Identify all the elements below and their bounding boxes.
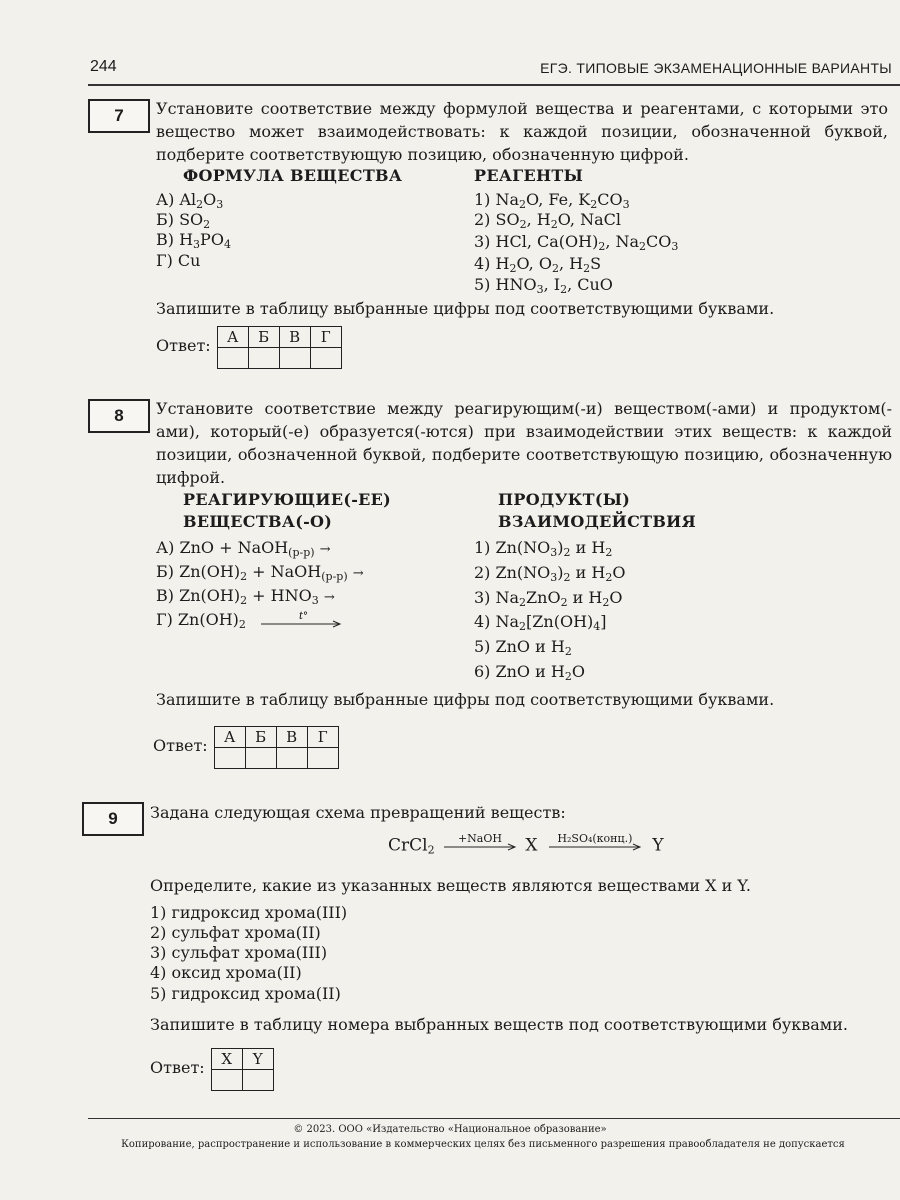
task-8-answer-table — [214, 726, 339, 769]
heat-arrow-icon — [259, 611, 345, 631]
answer-cell-x[interactable] — [211, 1070, 242, 1091]
answer-cell-y[interactable] — [242, 1070, 273, 1091]
task-8-reactant-b: Б) $Zn(OH)_2$ + NaOH$_{(р-р)}$ → — [156, 562, 364, 583]
answer-cell-b[interactable] — [245, 748, 276, 769]
running-title: ЕГЭ. ТИПОВЫЕ ЭКЗАМЕНАЦИОННЫЕ ВАРИАНТЫ — [540, 60, 892, 76]
header-rule — [88, 84, 900, 86]
footer-rule — [88, 1118, 900, 1119]
task-7-reagent-3: 3) HCl, $Ca(OH)_2$, $Na_2CO_3$ — [474, 232, 679, 253]
task-7-instruction: Запишите в таблицу выбранные цифры под соответствующими буквами. — [156, 299, 775, 318]
answer-cell-a[interactable] — [217, 348, 248, 369]
task-7-formula-b: Б) $SO_2$ — [156, 210, 211, 231]
arrow-right-icon — [442, 835, 518, 857]
task-9-option-2: 2) сульфат хрома(II) — [150, 923, 321, 942]
task-9-question: Задана следующая схема превращений веществ: — [150, 803, 566, 822]
answer-header-v: В — [279, 327, 310, 348]
answer-header-g: Г — [307, 727, 338, 748]
answer-header-b: Б — [248, 327, 279, 348]
task-8-left-heading-1: РЕАГИРУЮЩИЕ(-ЕЕ) — [183, 490, 392, 509]
task-7-answer-label: Ответ: — [156, 336, 211, 355]
scheme-arrow-1-label: +NaOH — [457, 832, 502, 845]
answer-cell-a[interactable] — [214, 748, 245, 769]
task-9-answer-label: Ответ: — [150, 1058, 205, 1077]
task-7-formula-a: А) $Al_2O_3$ — [156, 190, 224, 211]
footer-copyright: © 2023. ООО «Издательство «Национальное образование» — [293, 1124, 607, 1135]
task-8-product-3: 3) $Na_2ZnO_2$ и $H_2O$ — [474, 588, 623, 609]
task-8-reactant-a: А) ZnO + NaOH$_{(р-р)}$ → — [156, 538, 331, 559]
answer-header-b: Б — [245, 727, 276, 748]
task-8-product-4: 4) $Na_2[Zn(OH)_4]$ — [474, 612, 607, 633]
task-8-number: 8 — [88, 399, 150, 433]
task-9-answer-table — [211, 1048, 274, 1091]
task-9-answer-block — [150, 1048, 274, 1091]
task-7-number: 7 — [88, 99, 150, 133]
scheme-start-sub: 2 — [427, 843, 435, 857]
answer-cell-g[interactable] — [307, 748, 338, 769]
task-7-left-heading: ФОРМУЛА ВЕЩЕСТВА — [183, 166, 403, 185]
task-7-right-heading: РЕАГЕНТЫ — [474, 166, 584, 185]
task-8-answer-label: Ответ: — [153, 736, 208, 755]
task-8-product-1: 1) $Zn(NO_3)_2$ и $H_2$ — [474, 538, 613, 559]
scheme-arrow-1 — [442, 832, 518, 857]
footer-notice: Копирование, распространение и использование в коммерческих целях без письменного разрешения правообладателя не допускается — [121, 1139, 845, 1150]
task-7-answer-table — [217, 326, 342, 369]
scheme-mid: X — [525, 835, 538, 856]
task-8-right-heading-1: ПРОДУКТ(Ы) — [498, 490, 631, 509]
answer-cell-v[interactable] — [276, 748, 307, 769]
answer-header-a: А — [217, 327, 248, 348]
answer-cell-v[interactable] — [279, 348, 310, 369]
task-7-formula-g: Г) Cu — [156, 251, 201, 270]
task-7-reagent-2: 2) $SO_2$, $H_2O$, NaCl — [474, 210, 621, 231]
task-8-question: Установите соответствие между реагирующим(-и) веществом(-ами) и продуктом(-ами), который(-е) образуется(-ются) при взаимодействии этих веществ: к каждой позиции, обозначенной буквой, подберите соответствующую позицию, обозначенную цифрой. — [156, 399, 892, 487]
task-7-reagent-5: 5) $HNO_3$, $I_2$, CuO — [474, 275, 613, 296]
answer-header-g: Г — [310, 327, 341, 348]
svg-text:t°: t° — [299, 610, 309, 622]
page-number: 244 — [90, 58, 117, 75]
task-8-instruction: Запишите в таблицу выбранные цифры под соответствующими буквами. — [156, 690, 775, 709]
task-8-product-5: 5) ZnO и $H_2$ — [474, 637, 572, 658]
task-9-option-3: 3) сульфат хрома(III) — [150, 943, 328, 962]
task-9-scheme — [388, 832, 664, 857]
task-7-question: Установите соответствие между формулой вещества и реагентами, с которыми это вещество может взаимодействовать: к каждой позиции, обозначенной буквой, подберите соответствующую позицию, обозначенную цифрой. — [156, 99, 888, 164]
task-9-option-1: 1) гидроксид хрома(III) — [150, 903, 348, 922]
answer-header-a: А — [214, 727, 245, 748]
arrow-right-icon — [547, 835, 643, 857]
answer-cell-b[interactable] — [248, 348, 279, 369]
answer-cell-g[interactable] — [310, 348, 341, 369]
task-8-reactant-g: Г) $Zn(OH)_2$ t° — [156, 610, 345, 631]
task-7-answer-block — [156, 326, 342, 369]
task-7-reagent-4: 4) $H_2O$, $O_2$, $H_2S$ — [474, 254, 602, 275]
task-9-instruction: Запишите в таблицу номера выбранных веществ под соответствующими буквами. — [150, 1015, 848, 1034]
scheme-start: CrCl — [388, 835, 428, 856]
task-8-right-heading-2: ВЗАИМОДЕЙСТВИЯ — [498, 512, 696, 531]
answer-header-x: X — [211, 1049, 242, 1070]
task-7-reagent-1: 1) $Na_2O$, Fe, $K_2CO_3$ — [474, 190, 630, 211]
task-8-product-2: 2) $Zn(NO_3)_2$ и $H_2O$ — [474, 563, 626, 584]
task-9-ask: Определите, какие из указанных веществ являются веществами X и Y. — [150, 876, 751, 895]
task-9-option-4: 4) оксид хрома(II) — [150, 963, 302, 982]
task-9-option-5: 5) гидроксид хрома(II) — [150, 984, 341, 1003]
scheme-end: Y — [652, 835, 664, 856]
scheme-arrow-2-label: H₂SO₄(конц.) — [557, 832, 633, 845]
task-8-product-6: 6) ZnO и $H_2O$ — [474, 662, 585, 683]
task-8-left-heading-2: ВЕЩЕСТВА(-О) — [183, 512, 333, 531]
task-9-number: 9 — [82, 802, 144, 836]
task-8-reactant-v: В) $Zn(OH)_2 + HNO_3$ → — [156, 586, 335, 607]
answer-header-v: В — [276, 727, 307, 748]
task-7-formula-v: В) $H_3PO_4$ — [156, 230, 231, 251]
answer-header-y: Y — [242, 1049, 273, 1070]
task-8-answer-block — [153, 726, 339, 769]
scheme-arrow-2 — [547, 832, 643, 857]
